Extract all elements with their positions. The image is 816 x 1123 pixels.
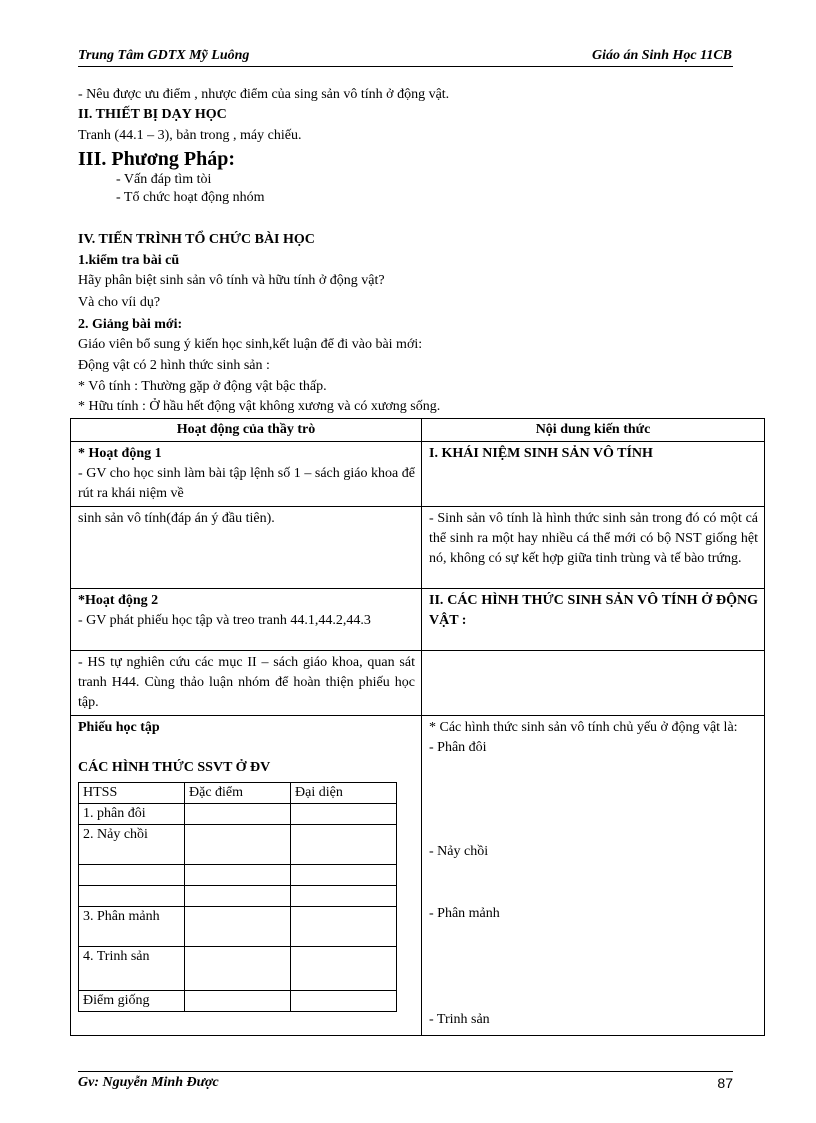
empty-cell	[422, 651, 765, 716]
section-2-title: II. THIẾT BỊ DẠY HỌC	[78, 107, 227, 122]
page-header	[78, 48, 732, 68]
review-question-1: Hãy phân biệt sinh sản vô tính và hữu tính ở động vật?	[78, 273, 385, 288]
header-rule	[78, 66, 733, 67]
worksheet-row-label: 3. Phân mảnh	[79, 907, 185, 947]
worksheet-row-label: 1. phân đôi	[79, 804, 185, 825]
worksheet-row-label	[79, 886, 185, 907]
activity-2-text: - GV phát phiếu học tập và treo tranh 44.1,44.2,44.3	[78, 613, 371, 628]
knowledge-3-cell	[422, 716, 765, 1036]
activity-2-student-text: - HS tự nghiên cứu các mục II – sách giáo khoa, quan sát tranh H44. Cùng thảo luận nhóm để hoàn thiện phiếu học tập.	[78, 655, 415, 710]
new-lesson-line-2: Động vật có 2 hình thức sinh sản :	[78, 358, 270, 373]
header-subject: Giáo án Sinh Học 11CB	[591, 48, 732, 63]
method-item-2: - Tổ chức hoạt động nhóm	[116, 190, 265, 205]
activity-1-cont-cell	[71, 507, 422, 589]
review-title: 1.kiểm tra bài cũ	[78, 253, 180, 268]
new-lesson-title: 2. Giảng bài mới:	[78, 317, 183, 332]
activity-2-title: *Hoạt động 2	[78, 593, 159, 608]
activity-1-title: * Hoạt động 1	[78, 446, 162, 461]
activity-1-cell	[71, 442, 422, 507]
activity-1-text: - GV cho học sinh làm bài tập lệnh số 1 – sách giáo khoa để rút ra khái niệm về	[78, 466, 415, 501]
asexual-form-item: - Trinh sản	[429, 1012, 490, 1027]
worksheet-subtitle: CÁC HÌNH THỨC SSVT Ở ĐV	[78, 760, 271, 775]
new-lesson-line-1: Giáo viên bổ sung ý kiến học sinh,kết luận để đi vào bài mới:	[78, 337, 423, 352]
column-header-content: Nội dung kiến thức	[422, 419, 765, 442]
worksheet-row-label: 4. Trinh sản	[79, 947, 185, 991]
activity-2-student-cell	[71, 651, 422, 716]
worksheet-header-features: Đặc điểm	[185, 783, 291, 804]
knowledge-2-title: II. CÁC HÌNH THỨC SINH SẢN VÔ TÍNH Ở ĐỘNG VẬT :	[429, 593, 758, 628]
asexual-form-item: - Phân mảnh	[429, 906, 500, 921]
review-question-2: Và cho víi dụ?	[78, 295, 161, 310]
knowledge-1-text-cell	[422, 507, 765, 589]
activity-1-continuation: sinh sản vô tính(đáp án ý đầu tiên).	[78, 511, 275, 526]
section-4-title: IV. TIẾN TRÌNH TỔ CHỨC BÀI HỌC	[78, 232, 315, 247]
asexual-form-item: - Nảy chồi	[429, 844, 489, 859]
knowledge-2-title-cell	[422, 589, 765, 651]
worksheet-header-examples: Đại diện	[291, 783, 397, 804]
worksheet-header-htss: HTSS	[79, 783, 185, 804]
column-header-activities: Hoạt động của thầy trò	[71, 419, 422, 442]
activity-2-cell	[71, 589, 422, 651]
lesson-table	[70, 418, 765, 1036]
objective-line: - Nêu được ưu điểm , nhược điểm của sing sản vô tính ở động vật.	[78, 87, 450, 102]
new-lesson-line-3: * Vô tính : Thường gặp ở động vật bậc thấp.	[78, 379, 327, 394]
worksheet-row-label	[79, 865, 185, 886]
worksheet-title: Phiếu học tập	[78, 720, 160, 735]
knowledge-1-text: - Sinh sản vô tính là hình thức sinh sản trong đó có một cá thể sinh ra một hay nhiều cá thể mới có bộ NST giống hệt nó, không có sự kết hợp giữa tinh trùng và tế bào trứng.	[429, 511, 758, 566]
section-3-title: III. Phương Pháp:	[78, 148, 236, 170]
worksheet-table	[78, 782, 397, 1012]
worksheet-row-label: 2. Nảy chồi	[79, 825, 185, 865]
section-2-text: Tranh (44.1 – 3), bản trong , máy chiếu.	[78, 128, 302, 143]
footer-rule	[78, 1071, 733, 1072]
worksheet-row-label: Điểm giống	[79, 991, 185, 1012]
worksheet-cell	[71, 716, 422, 1036]
method-item-1: - Vấn đáp tìm tòi	[116, 172, 212, 187]
header-school: Trung Tâm GDTX Mỹ Luông	[78, 48, 250, 63]
knowledge-1-title-cell	[422, 442, 765, 507]
footer-teacher: Gv: Nguyễn Minh Được	[78, 1075, 219, 1090]
knowledge-1-title: I. KHÁI NIỆM SINH SẢN VÔ TÍNH	[429, 446, 653, 461]
knowledge-3-intro: * Các hình thức sinh sản vô tính chủ yếu ở động vật là:	[429, 720, 738, 735]
page-number: 87	[717, 1075, 733, 1091]
new-lesson-line-4: * Hữu tính : Ở hầu hết động vật không xương và có xương sống.	[78, 399, 441, 414]
asexual-form-item: - Phân đôi	[429, 740, 487, 755]
